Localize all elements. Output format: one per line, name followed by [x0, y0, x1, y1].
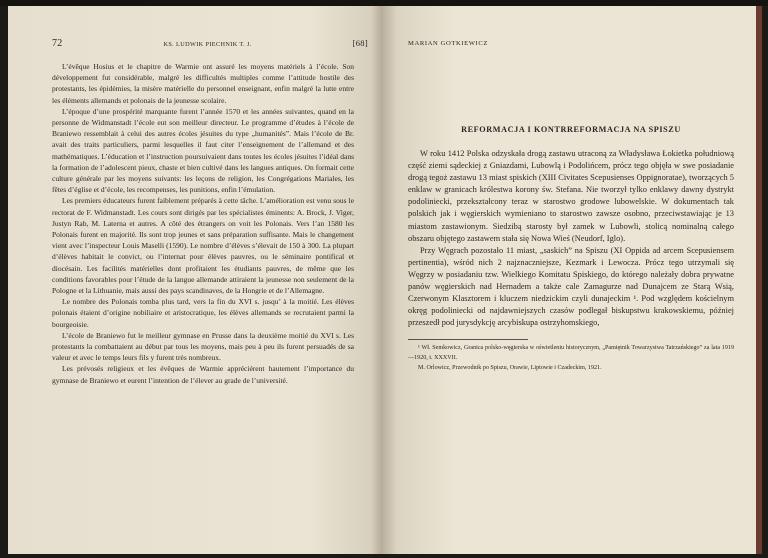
left-page: [8, 6, 382, 554]
left-paragraph: Les prévosés religieux et les évêques de Warmie appréciérent hautement l’importance du gymnase de Braniewo et eurent l’intention de l’élever au grade de l’université.: [52, 364, 354, 385]
right-paragraph: W roku 1412 Polska odzyskała drogą zastawu utraconą za Władysława Łokietka południową część ziemi sądeckiej z Gniazdami, Lubowlą i Podolińcem, prócz tego objęła w swe posiadanie drogą tegoż zastawu 13 miast spiskich (XIII Civitates Scepusienses Oppignoratae), tworzących 5 enklaw w granicach królestwa korony św. Stefana. Nie tworzył tylko enklawy dawny dystrykt podoliniecki, przekształcony teraz w starostwo grodowe lubowelskie. W dokumentach tak polskich jak i węgierskich wymieniano to starostwo zawsze osobno, przeciwstawiając je 13 miastom zastawionym. Siedzibą starosty był zamek w Lubowli, stolicą nominalną całego obszaru objętego zastawem stała się Nowa Wieś (Neudorf, Iglo).: [408, 149, 734, 243]
book-spread: [8, 6, 762, 554]
left-paragraph: L’évêque Hosius et le chapitre de Warmie ont assuré les moyens matériels à l’école. Son développement fut considérable, malgré les difficultés multiples comme l’attitude hostile des protestants, les épidémies, la misère matérielle du personnel enseignant, enfin malgré la lutte entre les éléments allemands et polonais de la jeunesse scolaire.: [52, 62, 354, 105]
issue-tag: [68]: [352, 38, 368, 48]
footnote: ¹ Wł. Semkowicz, Granica polsko-węgierska w oświetleniu historycznym, „Pamiętnik Towarzystwa Tatrzańskiego” za lata 1919—1920, t. XXXVII.: [408, 345, 734, 361]
left-paragraph: Les premiers éducateurs furent faiblement préparés à cette tâche. L’amélioration est venu sous le rectorat de F. Widmanstadt. Les cours sont dirigés par les spécialistes éminents: A. Brock, J. Viger, Justyn Rab, M. Laterna et autres. A côté des étrangers on voit les Polonais. Vers l’an 1580 les Polonais furent en majorité. Ils sont trop jeunes et sans préparation suffisante. Mais le changement vient avec l’inspecteur Louis Maselli (1590). Le nombre d’élèves s’élevait de 150 à 300. La plupart d’élèves habitait le convict, ou l’internat pour élèves pauvres, ou le séminaire pontifical et diocésain. Les facilités matérielles dont profitaient les étudiants pauvres, de même que les conditions favorables pour l’étude de la langue allemande attiraient la jeunesse non seulement de la Pologne et la Lithuanie, mais aussi des pays scandinaves, de la Hongrie et de l’Allemagne.: [52, 196, 354, 296]
footnote: M. Orlowicz, Przewodnik po Spiszu, Orawie, Liptowie i Czadeckim, 1921.: [418, 364, 602, 371]
left-running-head: [52, 38, 368, 49]
left-paragraph: L’époque d’une prospérité marquante furent l’année 1570 et les années suivantes, quand en la personne de Widmanstadt l’école eut son meilleur directeur. Le programme d’études à l’école de Braniewo ressemblait à celui des autres écoles jésuites du type „humanités”. Mais l’école de Br. avait des traits particuliers, parmi lesquelles il faut citer l’enseignement de l’allemand et des mathématiques. L’éducation et l’instruction poursuivaient dans toutes les écoles jésuites l’idéal dans la formation de l’adolescent pieux, chaste et bien cultivé dans les langues antiques. On formait cette culture générale par les moyens suivants: les leçons de religion, les Congrégations Mariales, les fêtes d’église et d’école, les recompenses, les punitions, enfin l’émulation.: [52, 106, 354, 195]
running-head-author: KS. LUDWIK PIECHNIK T. J.: [163, 41, 252, 48]
right-page: [382, 6, 762, 554]
left-paragraph: L’école de Braniewo fut le meilleur gymnase en Prusse dans la deuxième moitié du XVI s. Les protestants la combattaient au début par tous les moyens, mais peu à peu ils furent persuadés de sa valeur et avec le temps leurs fils y furent très nombreux.: [52, 330, 354, 363]
page-number: 72: [52, 38, 63, 49]
left-paragraph: Le nombre des Polonais tomba plus tard, vers la fin du XVI s. jusqu’ à la moitié. Les élèves polonais étaient d’origine nobiliaire et aristocratique, les élèves allemands se recrutaient parmi la bourgeoisie.: [52, 297, 354, 329]
article-title: REFORMACJA I KONTRREFORMACJA NA SPISZU: [461, 125, 681, 134]
article-author: MARIAN GOTKIEWICZ: [408, 40, 488, 47]
footnote-divider: [408, 339, 528, 340]
right-paragraph: Przy Węgrach pozostało 11 miast, „saskich” na Spiszu (XI Oppida ad arcem Scepusiensem pertinentia), wśród nich 2 najznaczniejsze, Kezmark i Lewocza. Prócz tego utrzymali się Węgrzy w posiadaniu tzw. Wielkiego Komitatu Spiskiego, do którego należały dobra prywatne panów węgierskich nad Hernadem a także cale Zamagurze nad Dunajcem ze Starą Wsią, Czerwonym Klasztorem i kluczem niedzickim czyli dunajeckim ¹. Pod względem kościelnym okręg podoliniecki od najdawniejszych czasów podlegał biskupstwu krakowskiemu, później przeszedł pod jurysdykcję arcybiskupa ostrzyhomskiego,: [408, 245, 734, 328]
